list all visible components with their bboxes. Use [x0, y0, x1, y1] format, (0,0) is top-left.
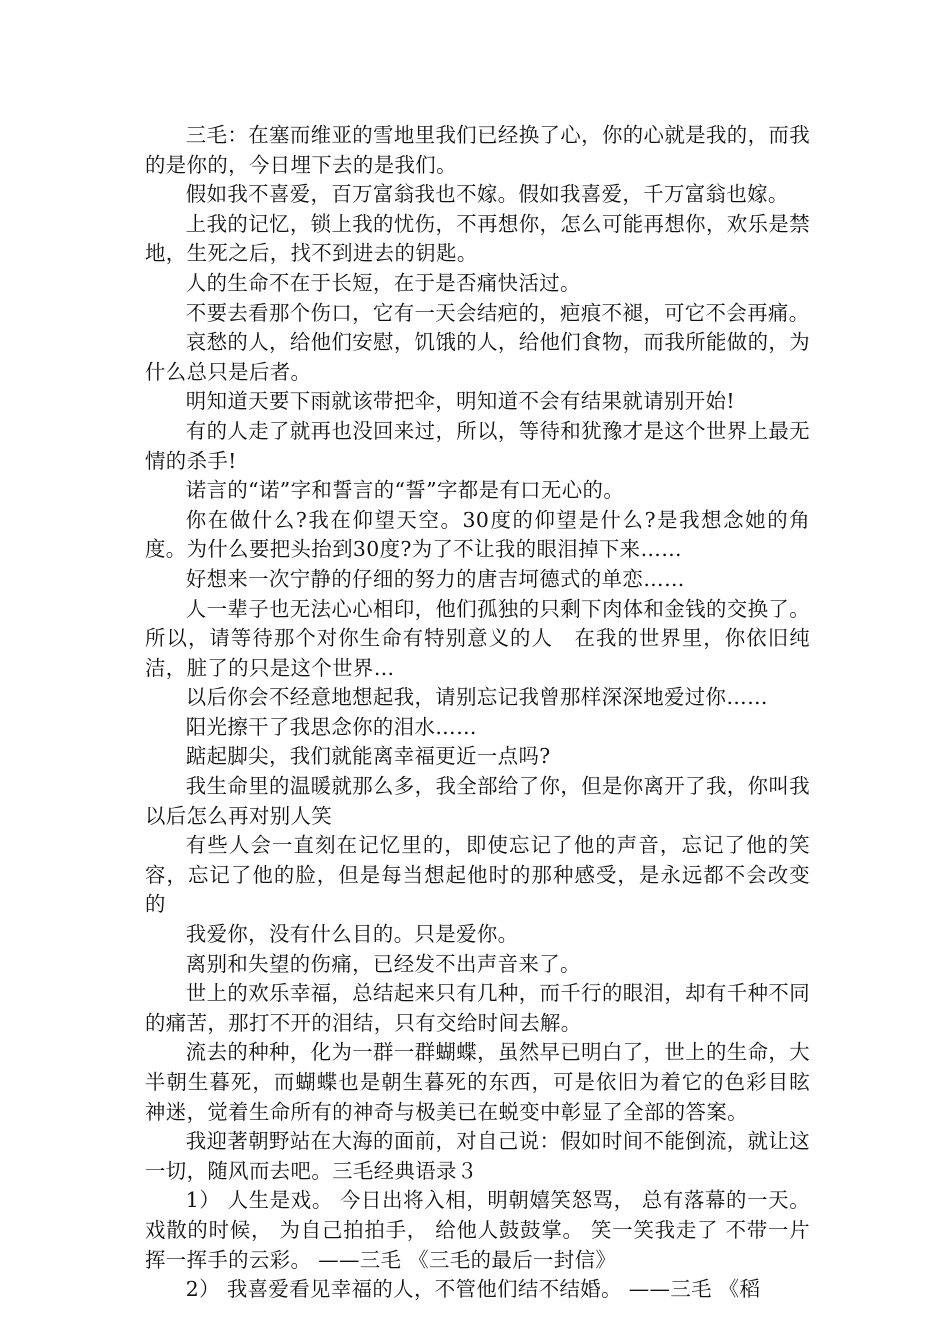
- paragraph: 我迎著朝野站在大海的面前，对自己说：假如时间不能倒流，就让这一切，随风而去吧。三毛经典语录３: [145, 1129, 810, 1183]
- paragraph: 诺言的“诺”字和誓言的“誓”字都是有口无心的。: [185, 478, 625, 503]
- paragraph: 假如我不喜爱，百万富翁我也不嫁。假如我喜爱，千万富翁也嫁。: [185, 182, 789, 207]
- paragraph: 有些人会一直刻在记忆里的，即使忘记了他的声音，忘记了他的笑容，忘记了他的脸，但是每当想起他时的那种感受，是永远都不会改变的: [145, 833, 810, 917]
- paragraph: 人的生命不在于长短，在于是否痛快活过。: [185, 270, 581, 295]
- paragraph: 人一辈子也无法心心相印，他们孤独的只剩下肉体和金钱的交换了。所以，请等待那个对你生命有特别意义的人 在我的世界里，你依旧纯洁，脏了的只是这个世界…: [145, 596, 810, 680]
- paragraph: 上我的记忆，锁上我的忧伤，不再想你，怎么可能再想你，欢乐是禁地，生死之后，找不到进去的钥匙。: [145, 211, 810, 266]
- paragraph: 流去的种种，化为一群一群蝴蝶，虽然早已明白了，世上的生命，大半朝生暮死，而蝴蝶也是朝生暮死的东西，可是依旧为着它的色彩目眩神迷，觉着生命所有的神奇与极美已在蜕变中彰显了全部的答案。: [145, 1040, 810, 1124]
- paragraph: 踮起脚尖，我们就能离幸福更近一点吗?: [185, 744, 551, 769]
- paragraph: 1） 人生是戏。 今日出将入相，明朝嬉笑怒骂， 总有落幕的一天。 戏散的时候， 为自己拍拍手， 给他人鼓鼓掌。 笑一笑我走了 不带一片挥一挥手的云彩。 ——三毛 《三毛的最后一封信》: [145, 1188, 810, 1272]
- paragraph: 以后你会不经意地想起我，请别忘记我曾那样深深地爱过你……: [185, 685, 768, 710]
- paragraph: 世上的欢乐幸福，总结起来只有几种，而千行的眼泪，却有千种不同的痛苦，那打不开的泪结，只有交给时间去解。: [145, 981, 810, 1035]
- paragraph: 离别和失望的伤痛，已经发不出声音来了。: [185, 951, 581, 976]
- paragraph: 阳光擦干了我思念你的泪水……: [185, 714, 477, 739]
- paragraph: 哀愁的人，给他们安慰，饥饿的人，给他们食物，而我所能做的，为什么总只是后者。: [145, 330, 810, 384]
- paragraph: 2） 我喜爱看见幸福的人，不管他们结不结婚。 ——三毛 《稻: [185, 1277, 761, 1302]
- paragraph: 我爱你，没有什么目的。只是爱你。: [185, 922, 519, 947]
- paragraph: 不要去看那个伤口，它有一天会结疤的，疤痕不褪，可它不会再痛。: [185, 300, 810, 325]
- paragraph: 你在做什么?我在仰望天空。30度的仰望是什么?是我想念她的角度。为什么要把头抬到30度?为了不让我的眼泪掉下来……: [145, 507, 810, 562]
- paragraph: 有的人走了就再也没回来过，所以，等待和犹豫才是这个世界上最无情的杀手!: [145, 418, 810, 473]
- paragraph: 明知道天要下雨就该带把伞，明知道不会有结果就请别开始!: [185, 389, 735, 414]
- document-body: [145, 121, 810, 1305]
- paragraph: 三毛：在塞而维亚的雪地里我们已经换了心，你的心就是我的，而我的是你的，今日埋下去的是我们。: [145, 123, 810, 177]
- paragraph: 好想来一次宁静的仔细的努力的唐吉坷德式的单恋……: [185, 566, 685, 591]
- paragraph: 我生命里的温暖就那么多，我全部给了你，但是你离开了我，你叫我以后怎么再对别人笑: [145, 774, 810, 828]
